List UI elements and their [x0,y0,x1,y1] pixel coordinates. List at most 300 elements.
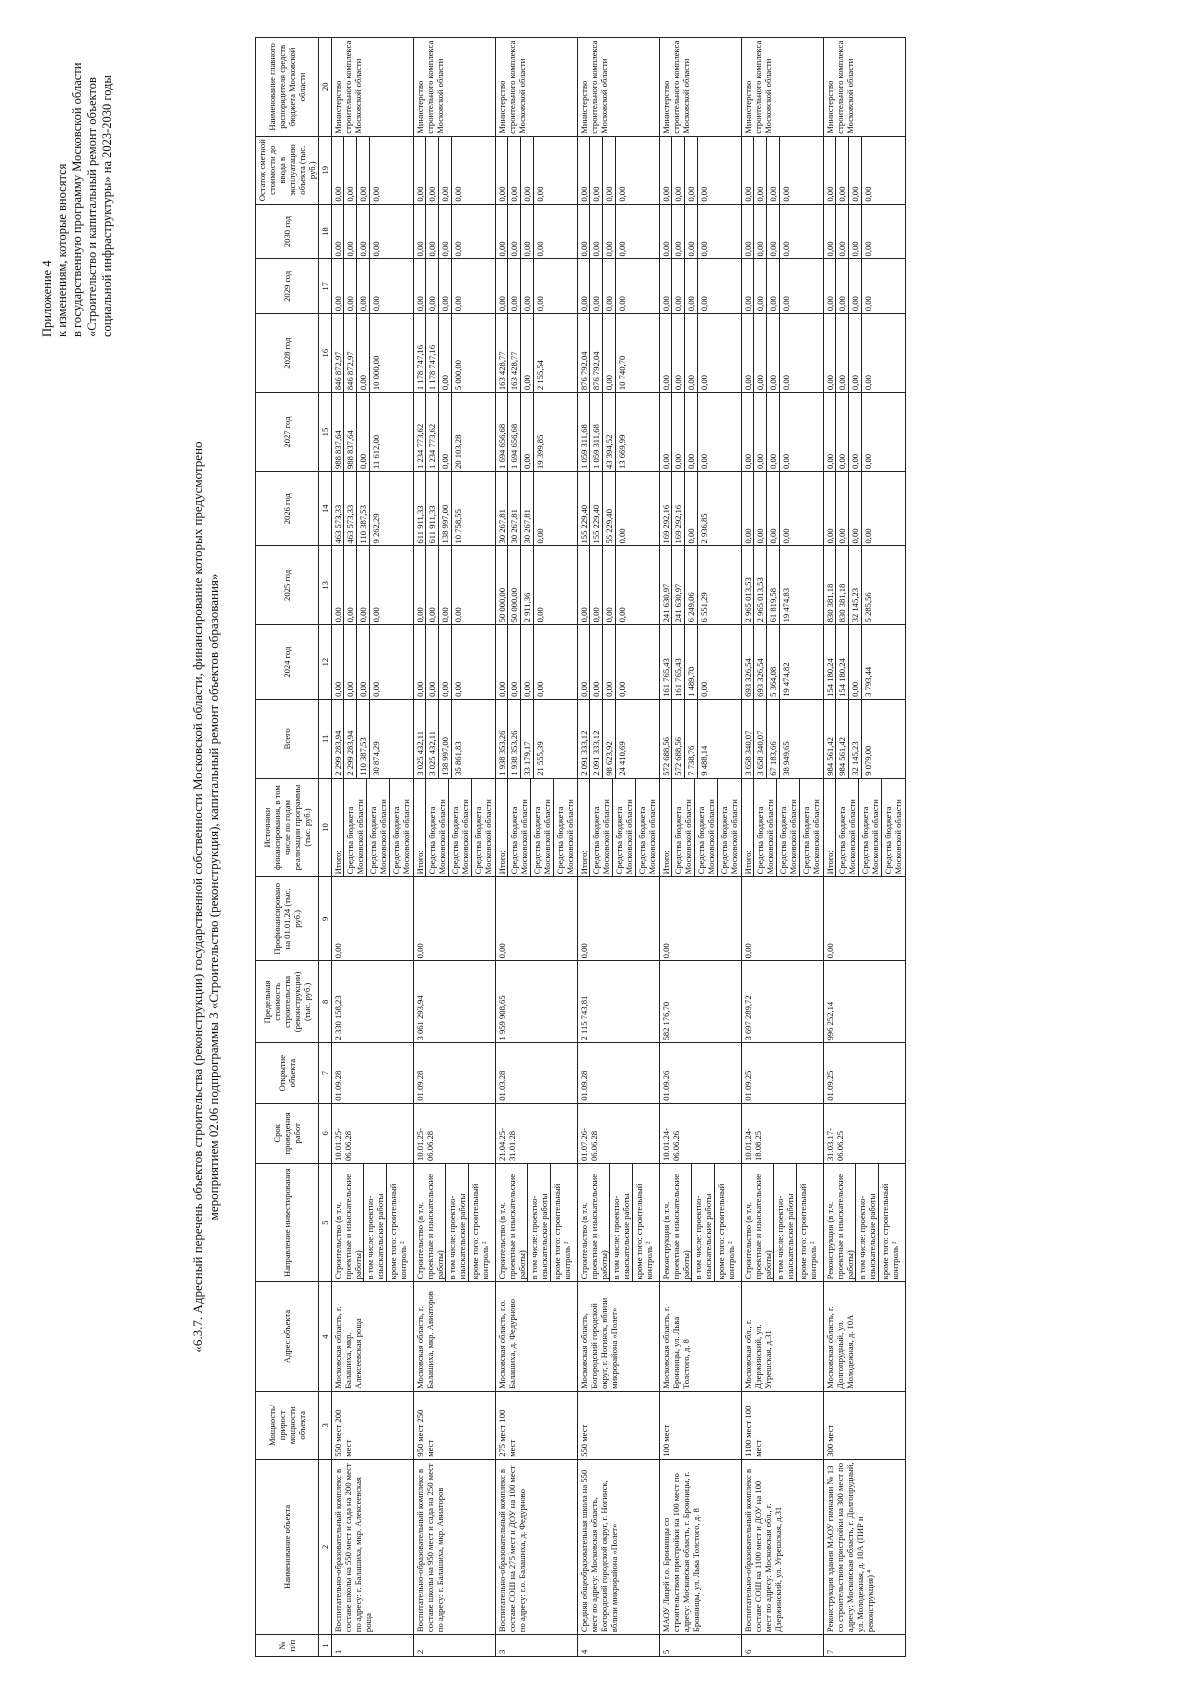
funding-line: 0,00 [861,314,874,392]
funding-line: 0,00 [615,137,628,204]
funding-value [742,393,824,472]
document-title [190,247,222,1547]
funding-line: 0,00 [425,205,438,259]
funding-line: 846 872,97 [333,351,343,391]
header-cell: 2030 год [256,204,319,259]
funding-line: 0,00 [766,393,779,471]
max-cost: 3 061 293,94 [414,961,496,1043]
funding-value [742,471,824,546]
financed-amount: 0,00 [824,877,906,961]
funding-line: 0,00 [438,546,451,624]
funding-line: Средства бюджета Московской области [389,779,412,877]
funding-line: 3 658 340,07 [753,700,766,778]
funding-line: 988 837,64 [343,393,356,471]
funding-line: 0,00 [589,137,602,204]
funding-line: 0,00 [684,472,697,546]
funding-line: 110 387,53 [356,472,369,546]
funding-line: 0,00 [848,137,861,204]
funding-value [660,136,742,204]
funding-value [660,259,742,314]
direction-item: кроме того: строительный контроль ² [386,1164,409,1281]
funding-line: 155 229,40 [579,504,589,544]
funding-value [578,204,660,259]
funding-line: Итого: [333,850,343,875]
header-cell: Источники финансирования, в том числе по годам реализации программы (тыс. руб.) [256,778,319,877]
funding-value [742,699,824,778]
funding-line: 35 861,83 [451,700,464,778]
max-cost: 582 176,70 [660,961,742,1043]
funding-line: 988 837,64 [333,430,343,469]
funding-line: 5 000,00 [451,314,464,392]
funding-line: 1 234 773,62 [425,393,438,471]
budget-manager: Министерство строительного комплекса Московской области [660,38,742,137]
funding-line: 10 740,70 [615,314,628,392]
financed-amount: 0,00 [332,877,414,961]
index-cell: 15 [319,393,332,472]
funding-line: 0,00 [825,375,835,391]
funding-line: 0,00 [589,625,602,699]
funding-value [578,471,660,546]
funding-value [660,471,742,546]
funding-line: Итого: [743,850,753,875]
funding-line: 0,00 [356,625,369,699]
funding-line: 161 765,43 [671,625,684,699]
capacity: 550 мест [578,1391,660,1459]
object-name: Воспитательно-образовательный комплекс в составе СОШ на 275 мест и ДОУ на 100 мест по адресу: г.о. Балашиха, д. Федурново [496,1459,578,1634]
header-cell: Наименование главного распорядителя средств бюджета Московской области [256,38,319,137]
funding-line: 0,00 [753,393,766,471]
work-term: 21.04.25-31.01.28 [496,1103,578,1163]
funding-value [414,393,496,472]
index-cell: 6 [319,1103,332,1163]
direction-item: кроме того: строительный контроль ² [550,1164,573,1281]
direction-item: Реконструкция (в т.ч. проектные и изыскательские работы) [661,1173,691,1280]
funding-line: 0,00 [697,137,710,204]
funding-value [578,699,660,778]
funding-value [578,393,660,472]
funding-value [332,471,414,546]
funding-line: 1 059 311,68 [579,424,589,469]
work-term: 10.01.24-06.06.26 [660,1103,742,1163]
funding-line: 138 997,00 [438,472,451,546]
funding-line: 0,00 [743,241,753,257]
table-row [742,38,824,1657]
funding-line: 0,00 [848,205,861,259]
funding-line: 7 738,76 [684,700,697,778]
direction-item: в том числе: проектно-изыскательские работы [527,1164,550,1281]
table-row [578,38,660,1657]
funding-line: 0,00 [369,205,382,259]
direction-item: в том числе: проектно-изыскательские работы [691,1164,714,1281]
funding-value [824,259,906,314]
funding-source [660,778,742,877]
financed-amount: 0,00 [578,877,660,961]
funding-value [824,699,906,778]
funding-line: 0,00 [415,186,425,202]
funding-line: 0,00 [333,607,343,623]
funding-line: 163 428,77 [507,314,520,392]
funding-line: 3 658 340,07 [743,730,753,776]
table-row [414,38,496,1657]
funding-line: 0,00 [369,259,382,313]
funding-line: 0,00 [779,205,792,259]
funding-line: 1 489,70 [684,625,697,699]
funding-line: 0,00 [779,393,792,471]
funding-line: 0,00 [497,681,507,697]
financed-amount: 0,00 [414,877,496,961]
funding-line: 10 000,00 [369,314,382,392]
funding-line: 0,00 [779,314,792,392]
funding-value [332,546,414,625]
funding-line: 0,00 [369,546,382,624]
index-cell: 10 [319,778,332,877]
table-row [660,38,742,1657]
funding-value [660,699,742,778]
funding-line: 21 555,39 [533,700,546,778]
funding-line: 0,00 [671,259,684,313]
funding-line: 0,00 [579,607,589,623]
funding-line: 0,00 [615,472,628,546]
funding-line: Средства бюджета Московской области [343,779,366,877]
funding-value [496,625,578,700]
object-address: Московская область, г. Балашиха, мкр. Авиаторов [414,1282,496,1392]
funding-line: 611 911,33 [415,505,425,544]
funding-line: 0,00 [861,259,874,313]
opening-date: 01.03.28 [496,1043,578,1103]
header-cell: Предельная стоимость строительства (реконструкции) (тыс. руб.) [256,961,319,1043]
work-term: 01.07.26-06.06.28 [578,1103,660,1163]
funding-line: 5 285,56 [861,546,874,624]
funding-line: 0,00 [497,241,507,257]
funding-value [742,546,824,625]
funding-line: 0,00 [743,186,753,202]
index-cell: 19 [319,136,332,204]
funding-line: 32 145,23 [848,700,861,778]
capacity: 300 мест [824,1391,906,1459]
header-cell: 2024 год [256,625,319,700]
funding-value [824,393,906,472]
funding-line: 0,00 [825,528,835,544]
funding-line: 3 025 432,11 [415,730,425,776]
funding-value [332,699,414,778]
funding-line: 0,00 [671,393,684,471]
funding-line: 0,00 [333,241,343,257]
funding-line: 0,00 [835,472,848,546]
funding-line: 0,00 [533,625,546,699]
funding-value [742,136,824,204]
funding-line: 9 262,29 [369,472,382,546]
funding-line: 0,00 [579,681,589,697]
funding-line: 2 911,36 [520,546,533,624]
funding-line: 0,00 [520,259,533,313]
funding-line: 0,00 [425,625,438,699]
funding-line: 1 694 656,68 [507,393,520,471]
funding-line: 0,00 [697,259,710,313]
funding-line: 155 229,40 [589,472,602,546]
direction-item: Строительство (в т.ч. проектные и изыскательские работы) [333,1173,363,1280]
funding-line: 0,00 [356,205,369,259]
funding-value [578,259,660,314]
header-cell: 2025 год [256,546,319,625]
funding-line: 0,00 [743,453,753,469]
funding-line: 61 819,58 [766,546,779,624]
funding-line: 0,00 [825,241,835,257]
funding-line: 154 180,24 [825,658,835,697]
funding-line: 984 561,42 [835,700,848,778]
funding-line: 9 079,00 [861,700,874,778]
funding-line: 1 938 353,26 [497,730,507,776]
funding-line: 0,00 [602,625,615,699]
funding-line: Итого: [661,850,671,875]
funding-line: 0,00 [438,205,451,259]
funding-line: 0,00 [861,205,874,259]
funding-line: 0,00 [520,393,533,471]
max-cost: 2 330 158,23 [332,961,414,1043]
funding-line: 0,00 [415,241,425,257]
object-address: Московская область, г. Долгопрудный, ул. Молодежная, д. 10А [824,1282,906,1392]
funding-line: 0,00 [343,546,356,624]
funding-line: Средства бюджета Московской области [448,779,471,877]
header-cell: 2027 год [256,393,319,472]
funding-line: 0,00 [497,186,507,202]
funding-line: 0,00 [438,393,451,471]
funding-line: Средства бюджета Московской области [776,779,799,877]
funding-line: 0,00 [507,205,520,259]
work-term: 31.03.17-06.06.25 [824,1103,906,1163]
funding-line: 0,00 [848,259,861,313]
max-cost: 996 252,14 [824,961,906,1043]
direction-item: кроме того: строительный контроль ² [632,1164,655,1281]
funding-line: 0,00 [343,205,356,259]
opening-date: 01.09.26 [660,1043,742,1103]
funding-line: 0,00 [425,259,438,313]
funding-line: Средства бюджета Московской области [835,779,858,877]
funding-line: 0,00 [451,546,464,624]
object-name: Воспитательно-образовательный комплекс в составе СОШ на 1100 мест и ДОУ на 100 мест по адресу: Московская обл., г. Дзержинский, ул. Угрешская, д.31 [742,1459,824,1634]
funding-line: 0,00 [451,137,464,204]
object-address: Московская область, г. Бронницы, ул. Льва Толстого, д. 8 [660,1282,742,1392]
funding-value [414,471,496,546]
capacity: 100 мест [660,1391,742,1459]
title-line-1: «6.3.7. Адресный перечень объектов строительства (реконструкции) государственной собственности Московской области, финансирование которых предусмотрено [190,441,205,1353]
budget-manager: Министерство строительного комплекса Московской области [414,38,496,137]
funding-line: Средства бюджета Московской области [635,779,658,877]
object-name: Воспитательно-образовательный комплекс в составе школы на 550 мест и сада на 200 мест по адресу: г. Балашиха, мкр. Алексеевская роща [332,1459,414,1634]
funding-line: 0,00 [369,137,382,204]
direction-item: в том числе: проектно-изыскательские работы [855,1164,878,1281]
funding-line: 32 145,23 [848,546,861,624]
funding-line: 241 630,97 [661,583,671,623]
index-cell: 18 [319,204,332,259]
funding-value [742,204,824,259]
row-number: 3 [496,1635,578,1657]
funding-line: 0,00 [697,625,710,699]
funding-line: 0,00 [497,296,507,312]
funding-value [660,393,742,472]
funding-value [332,393,414,472]
funding-line: 2 299 283,94 [333,730,343,776]
funding-line: 0,00 [835,259,848,313]
work-term: 10.01.25-06.06.28 [414,1103,496,1163]
max-cost: 2 115 743,81 [578,961,660,1043]
annex-header [40,7,115,337]
funding-value [414,699,496,778]
funding-line: 0,00 [753,314,766,392]
opening-date: 01.09.25 [824,1043,906,1103]
funding-line: 0,00 [438,625,451,699]
funding-line: 0,00 [343,137,356,204]
funding-line: Итого: [579,850,589,875]
funding-line: 0,00 [825,453,835,469]
funding-line: 0,00 [753,137,766,204]
funding-line: 30 874,29 [369,700,382,778]
financed-amount: 0,00 [496,877,578,961]
investment-direction [332,1163,414,1281]
funding-line: 0,00 [861,393,874,471]
object-name: МАОУ Лицей г.о. Бронницы со строительством пристройки на 100 мест по адресу: Московская область, г. Бронницы, г. Бронницы, ул. Льва Толстого, д. 8 [660,1459,742,1634]
funding-line: 572 688,56 [671,700,684,778]
funding-line: Средства бюджета Московской области [553,779,576,877]
funding-line: 0,00 [766,472,779,546]
funding-line: 0,00 [520,314,533,392]
funding-line: 611 911,33 [425,472,438,546]
object-address: Московская область, Богородский городской округ, г. Ногинск, вблизи микрорайона «Полет» [578,1282,660,1392]
funding-line: 0,00 [343,625,356,699]
funding-line: 0,00 [766,137,779,204]
row-number: 5 [660,1635,742,1657]
index-cell: 20 [319,38,332,137]
funding-line: 30 267,81 [507,472,520,546]
funding-line: 846 872,97 [343,314,356,392]
funding-line: 0,00 [438,137,451,204]
header-cell: Остаток сметной стоимости до ввода в эксплуатацию объекта (тыс. руб.) [256,136,319,204]
funding-line: 0,00 [507,259,520,313]
header-cell: 2026 год [256,471,319,546]
funding-line: Средства бюджета Московской области [507,779,530,877]
direction-item: Строительство (в т.ч. проектные и изыскательские работы) [415,1173,445,1280]
funding-value [496,546,578,625]
index-cell: 3 [319,1391,332,1459]
funding-line: 0,00 [356,137,369,204]
annex-line: в государственную программу Московской области [70,62,84,337]
object-name: Средняя общеобразовательная школа на 550 мест по адресу: Московская область, Богородский городской округ, г. Ногинск, вблизи микрорайона «Полет» [578,1459,660,1634]
funding-value [660,625,742,700]
object-address: Московская обл., г. Дзержинский, ул. Угрешская, д.31 [742,1282,824,1392]
object-name: Реконструкция здания МАОУ гимназии № 13 со строительством пристройки на 300 мест по адресу: Московская область, г. Долгопрудный, ул. Молодежная, д. 10А (ПИР и реконструкция) ⁴ [824,1459,906,1634]
funding-line: 0,00 [848,472,861,546]
funding-line: 24 410,69 [615,700,628,778]
index-cell: 16 [319,314,332,393]
funding-line: Средства бюджета Московской области [717,779,740,877]
direction-item: в том числе: проектно-изыскательские работы [363,1164,386,1281]
funding-line: 0,00 [848,393,861,471]
row-number: 2 [414,1635,496,1657]
funding-line: 0,00 [779,259,792,313]
funding-line: Средства бюджета Московской области [589,779,612,877]
funding-line: 0,00 [589,205,602,259]
table-body [332,38,906,1657]
funding-value [742,625,824,700]
funding-value [660,546,742,625]
funding-line: Средства бюджета Московской области [799,779,822,877]
funding-line: 2 299 283,94 [343,700,356,778]
column-index-row [319,38,332,1657]
funding-line: 154 180,24 [835,625,848,699]
funding-line: 161 765,43 [661,658,671,697]
funding-line: 0,00 [848,314,861,392]
direction-item: кроме того: строительный контроль ² [878,1164,901,1281]
funding-line: 0,00 [753,259,766,313]
direction-item: кроме того: строительный контроль ² [796,1164,819,1281]
funding-line: 0,00 [438,314,451,392]
annex-line: «Строительство и капитальный ремонт объектов [85,77,99,337]
investment-direction [578,1163,660,1281]
funding-line: 0,00 [743,296,753,312]
funding-value [824,471,906,546]
funding-line: 3 793,44 [861,625,874,699]
header-cell: Мощность/ прирост мощности объекта [256,1391,319,1459]
funding-line: 693 326,54 [753,625,766,699]
row-number: 7 [824,1635,906,1657]
funding-value [496,204,578,259]
funding-line: 0,00 [684,393,697,471]
index-cell: 1 [319,1635,332,1657]
funding-line: Средства бюджета Московской области [753,779,776,877]
funding-line: 1 059 311,68 [589,393,602,471]
funding-value [578,546,660,625]
index-cell: 8 [319,961,332,1043]
budget-manager: Министерство строительного комплекса Московской области [496,38,578,137]
row-number: 4 [578,1635,660,1657]
header-cell: Срок проведения работ [256,1103,319,1163]
index-cell: 5 [319,1163,332,1281]
funding-line: Средства бюджета Московской области [425,779,448,877]
funding-line: 0,00 [520,625,533,699]
funding-line: 830 381,18 [825,583,835,623]
funding-line: 0,00 [697,314,710,392]
annex-line: социальной инфраструктуры» на 2023-2030 годы [100,75,114,337]
funding-line: 6 249,06 [684,546,697,624]
funding-line: 0,00 [684,314,697,392]
funding-value [496,259,578,314]
funding-line: 984 561,42 [825,737,835,776]
funding-line: 0,00 [533,546,546,624]
direction-item: Строительство (в т.ч. проектные и изыскательские работы) [497,1173,527,1280]
funding-value [414,136,496,204]
object-address: Московская область, г.о. Балашиха, д. Федурново [496,1282,578,1392]
funding-line: 0,00 [369,625,382,699]
funding-line: 0,00 [766,259,779,313]
funding-line: 572 688,56 [661,737,671,776]
funding-line: Средства бюджета Московской области [471,779,494,877]
funding-value [332,204,414,259]
funding-line: 1 178 747,16 [425,314,438,392]
funding-line: Средства бюджета Московской области [694,779,717,877]
funding-line: 1 694 656,68 [497,423,507,469]
funding-line: 0,00 [602,205,615,259]
funding-line: 30 267,81 [497,509,507,544]
object-address: Московская область, г. Балашиха, мкр. Алексеевская роща [332,1282,414,1392]
funding-line: 0,00 [835,314,848,392]
funding-value [414,204,496,259]
funding-line: 0,00 [671,314,684,392]
funding-line: 0,00 [415,607,425,623]
funding-line: 0,00 [356,314,369,392]
funding-line: 9 488,14 [697,700,710,778]
funding-line: 0,00 [356,393,369,471]
funding-line: 0,00 [602,259,615,313]
funding-line: 876 792,04 [579,351,589,391]
